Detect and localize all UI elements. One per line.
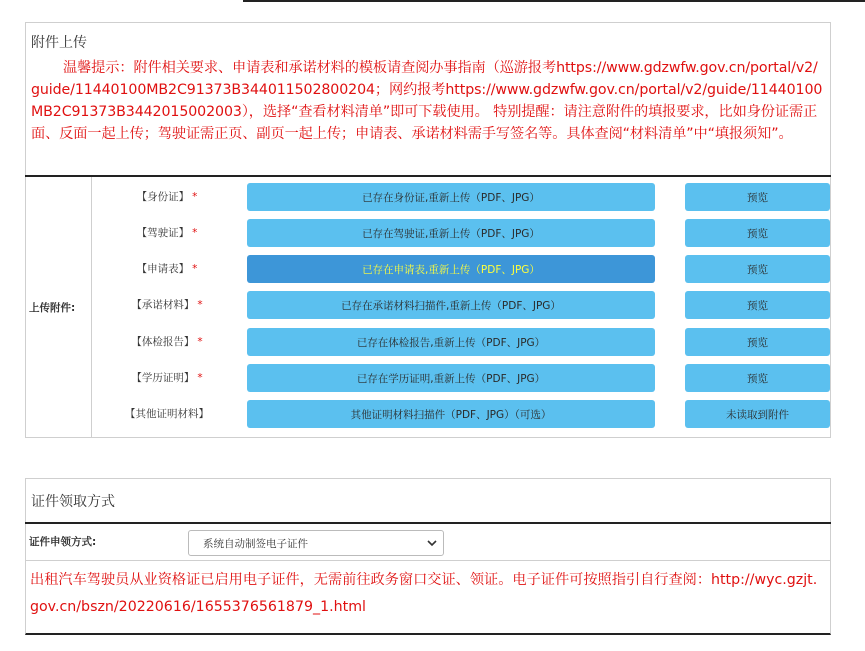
preview-button[interactable]: 未读取到附件 xyxy=(685,400,830,428)
preview-button[interactable]: 预览 xyxy=(685,255,830,283)
upload-button[interactable]: 其他证明材料扫描件（PDF、JPG）（可选） xyxy=(247,400,655,428)
attachment-name: 【其他证明材料】 xyxy=(125,408,209,420)
upload-button[interactable]: 已存在驾驶证,重新上传（PDF、JPG） xyxy=(247,219,655,247)
certificate-panel-title: 证件领取方式 xyxy=(31,494,115,510)
upload-button[interactable]: 已存在申请表,重新上传（PDF、JPG） xyxy=(247,255,655,283)
preview-button[interactable]: 预览 xyxy=(685,219,830,247)
attachment-row xyxy=(92,327,830,357)
upload-section-label: 上传附件: xyxy=(25,177,92,438)
attachment-row xyxy=(92,399,830,429)
chevron-down-icon xyxy=(427,538,437,548)
attachment-name: 【体检报告】 xyxy=(131,336,195,348)
attachment-row-label xyxy=(92,399,242,429)
attachment-name: 【承诺材料】 xyxy=(131,299,195,311)
attachment-row xyxy=(92,218,830,248)
upload-button[interactable]: 已存在承诺材料扫描件,重新上传（PDF、JPG） xyxy=(247,291,655,319)
attachment-row-label xyxy=(92,290,242,320)
attachment-tip: 温馨提示：附件相关要求、申请表和承诺材料的模板请查阅办事指南（巡游报考https://www.gdzwfw.gov.cn/portal/v2/guide/11440100MB2C91373B344011502800204；网约报考https://www.gdzwfw.gov.cn/portal/v2/guide/11440100MB2C91373B3442015002003），选择“查看材料清单”即可下载使用。 特别提醒：请注意附件的填报要求，比如身份证需正面、反面一起上传；驾驶证需正页、副页一起上传；申请表、承诺材料需手写签名等。具体查阅“材料清单”中“填报须知”。 xyxy=(31,60,823,142)
attachment-upload-panel xyxy=(25,22,831,438)
certificate-method-row xyxy=(25,524,831,561)
attachment-row-label xyxy=(92,363,242,393)
certificate-note: 出租汽车驾驶员从业资格证已启用电子证件，无需前往政务窗口交证、领证。电子证件可按照指引自行查阅：http://wyc.gzjt.gov.cn/bszn/20220616/1655376561879_1.html xyxy=(30,572,818,615)
attachment-row-label xyxy=(92,327,242,357)
certificate-method-label: 证件申领方式: xyxy=(29,536,97,548)
certificate-table xyxy=(25,522,831,621)
attachment-row xyxy=(92,182,830,212)
required-asterisk: * xyxy=(197,299,203,311)
preview-button[interactable]: 预览 xyxy=(685,183,830,211)
attachment-row xyxy=(92,254,830,284)
attachment-row xyxy=(92,363,830,393)
attachment-name: 【学历证明】 xyxy=(131,372,195,384)
upload-button[interactable]: 已存在学历证明,重新上传（PDF、JPG） xyxy=(247,364,655,392)
attachment-row-label xyxy=(92,254,242,284)
certificate-method-select[interactable] xyxy=(188,530,444,556)
attachment-name: 【驾驶证】 xyxy=(136,227,190,239)
upload-button[interactable]: 已存在身份证,重新上传（PDF、JPG） xyxy=(247,183,655,211)
certificate-method-value: 系统自动制签电子证件 xyxy=(203,537,308,550)
certificate-panel xyxy=(25,478,831,635)
attachment-name: 【申请表】 xyxy=(136,263,190,275)
preview-button[interactable]: 预览 xyxy=(685,328,830,356)
preview-button[interactable]: 预览 xyxy=(685,291,830,319)
attachment-rows xyxy=(92,177,831,438)
required-asterisk: * xyxy=(197,336,203,348)
attachment-header xyxy=(26,23,830,176)
preview-button[interactable]: 预览 xyxy=(685,364,830,392)
required-asterisk: * xyxy=(197,372,203,384)
attachment-row-label xyxy=(92,182,242,212)
top-divider xyxy=(243,0,865,2)
attachment-table xyxy=(25,175,831,438)
attachment-row-label xyxy=(92,218,242,248)
required-asterisk: * xyxy=(192,263,198,275)
required-asterisk: * xyxy=(192,191,198,203)
attachment-panel-title: 附件上传 xyxy=(31,35,87,51)
attachment-row xyxy=(92,290,830,320)
upload-button[interactable]: 已存在体检报告,重新上传（PDF、JPG） xyxy=(247,328,655,356)
attachment-name: 【身份证】 xyxy=(136,191,190,203)
required-asterisk: * xyxy=(192,227,198,239)
